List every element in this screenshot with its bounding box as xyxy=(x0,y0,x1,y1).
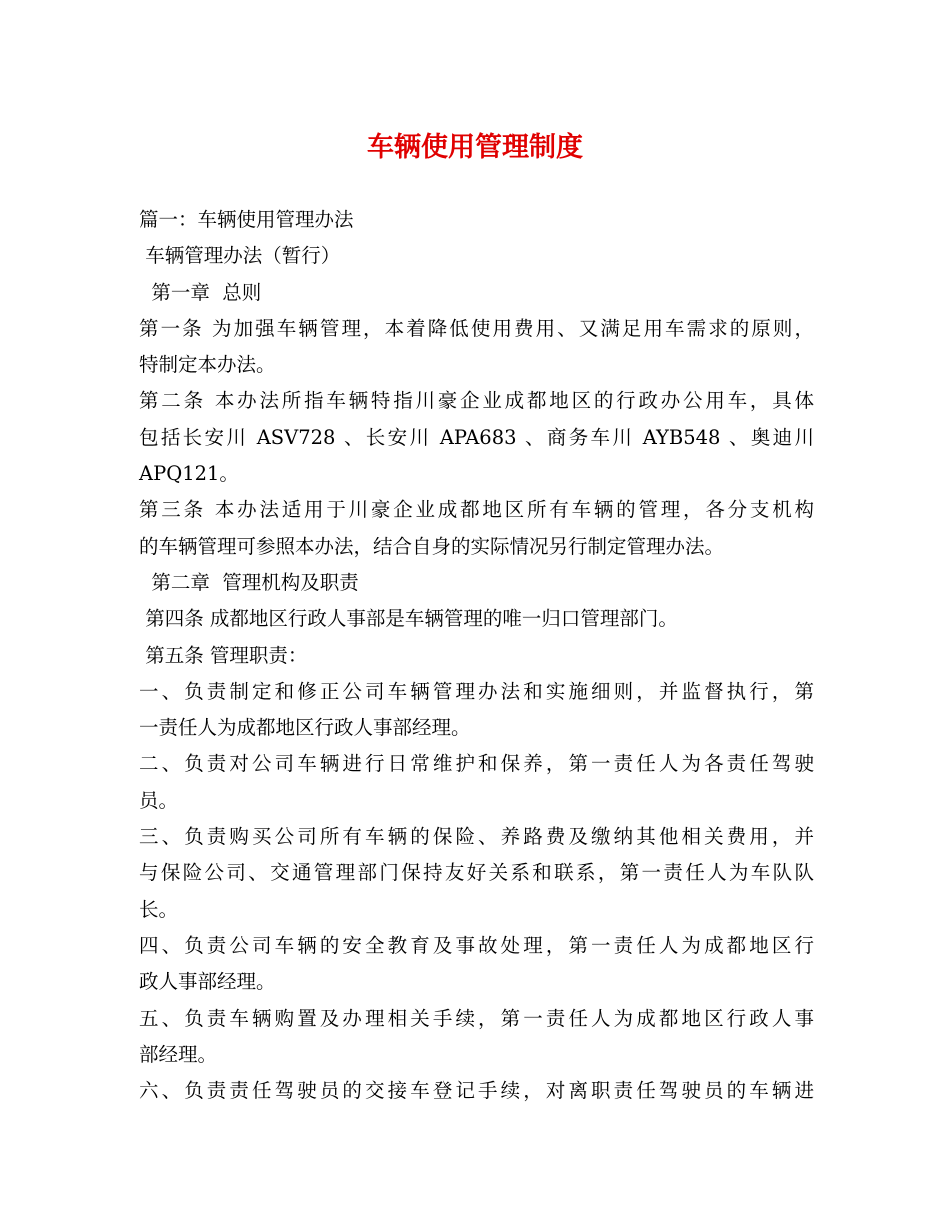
text-line: 第二条 本办法所指车辆特指川豪企业成都地区的行政办公用车，具体 xyxy=(139,389,814,413)
text-line: 特制定本办法。 xyxy=(139,353,276,377)
text-line: 第一条 为加强车辆管理，本着降低使用费用、又满足用车需求的原则， xyxy=(139,316,814,340)
text-line: 第四条 成都地区行政人事部是车辆管理的唯一归口管理部门。 xyxy=(139,607,678,631)
text-line: 一责任人为成都地区行政人事部经理。 xyxy=(139,716,471,740)
text-line: 的车辆管理可参照本办法，结合自身的实际情况另行制定管理办法。 xyxy=(139,534,725,558)
text-line: 二、负责对公司车辆进行日常维护和保养，第一责任人为各责任驾驶 xyxy=(139,752,814,776)
text-line: 三、负责购买公司所有车辆的保险、养路费及缴纳其他相关费用，并 xyxy=(139,825,814,849)
section-heading: 篇一：车辆使用管理办法 xyxy=(139,208,354,231)
document-title: 车辆使用管理制度 xyxy=(367,132,583,163)
chapter-heading: 第二章 管理机构及职责 xyxy=(139,570,359,594)
text-line: 六、负责责任驾驶员的交接车登记手续，对离职责任驾驶员的车辆进 xyxy=(139,1079,814,1103)
document-body xyxy=(139,202,814,1109)
subtitle-line: 车辆管理办法（暂行） xyxy=(139,244,341,268)
chapter-heading: 第一章 总则 xyxy=(139,280,262,304)
text-line: 包括长安川 ASV728 、长安川 APA683 、商务车川 AYB548 、奥迪川 xyxy=(139,425,814,449)
text-line: 五、负责车辆购置及办理相关手续，第一责任人为成都地区行政人事 xyxy=(139,1006,814,1030)
text-line: APQ121。 xyxy=(139,462,239,486)
text-line: 一、负责制定和修正公司车辆管理办法和实施细则，并监督执行，第 xyxy=(139,679,814,703)
text-line: 第五条 管理职责： xyxy=(139,643,308,667)
text-line: 四、负责公司车辆的安全教育及事故处理，第一责任人为成都地区行 xyxy=(139,933,814,957)
text-line: 长。 xyxy=(139,897,179,921)
text-line: 政人事部经理。 xyxy=(139,970,276,994)
text-line: 部经理。 xyxy=(139,1042,218,1066)
text-line: 第三条 本办法适用于川豪企业成都地区所有车辆的管理，各分支机构 xyxy=(139,498,814,522)
text-line: 员。 xyxy=(139,788,179,812)
text-line: 与保险公司、交通管理部门保持友好关系和联系，第一责任人为车队队 xyxy=(139,861,814,885)
